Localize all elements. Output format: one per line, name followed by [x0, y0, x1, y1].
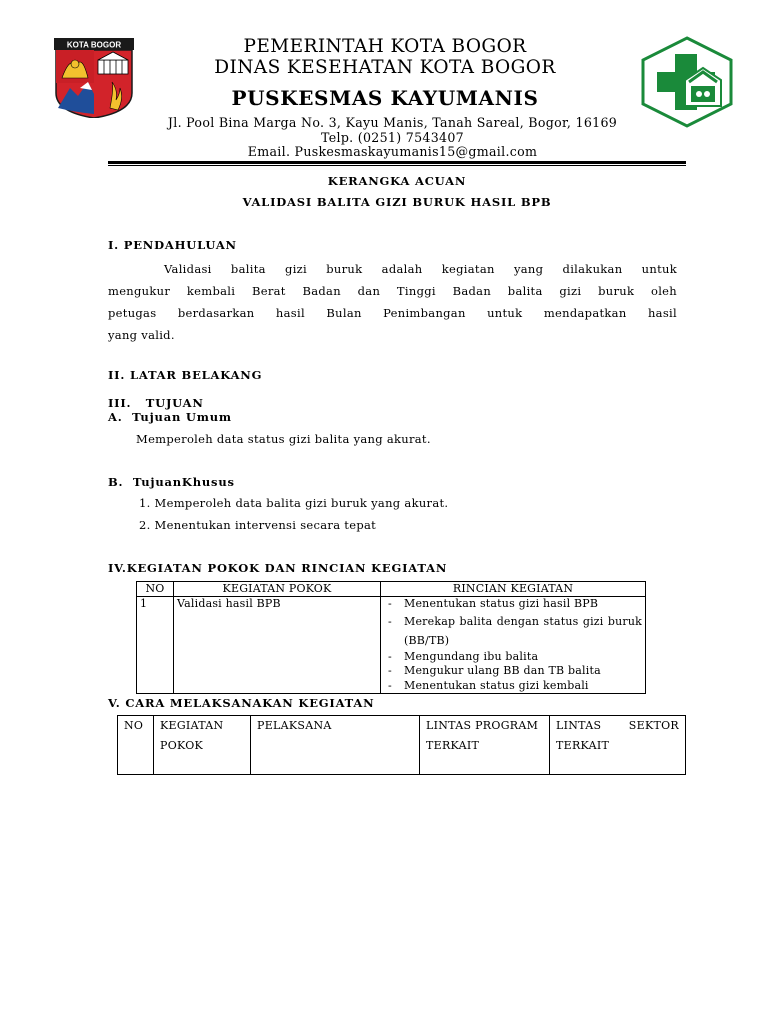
- list-item: - Menentukan status gizi kembali: [388, 678, 589, 692]
- paragraph-line: petugas berdasarkan hasil Bulan Penimbangan untuk mendapatkan hasil: [108, 306, 677, 320]
- puskesmas-green-cross-icon: [639, 36, 735, 128]
- header-address: Jl. Pool Bina Marga No. 3, Kayu Manis, Tanah Sareal, Bogor, 16169: [167, 115, 618, 130]
- paragraph-line: yang valid.: [108, 328, 175, 342]
- paragraph-line: mengukur kembali Berat Badan dan Tinggi Badan balita gizi buruk oleh: [108, 284, 677, 298]
- table-header-kegiatan: KEGIATAN POKOK: [174, 582, 381, 597]
- doc-subtitle: VALIDASI BALITA GIZI BURUK HASIL BPB: [242, 195, 552, 209]
- table-header-rincian: RINCIAN KEGIATAN: [381, 582, 646, 597]
- header-rule-thick: [108, 161, 686, 164]
- list-item: - Mengukur ulang BB dan TB balita: [388, 664, 601, 677]
- table-cell-rincian: [381, 597, 646, 694]
- list-item: - Menentukan status gizi hasil BPB: [388, 597, 599, 610]
- header-address-block: [130, 116, 655, 160]
- table-header-lintas-program: LINTAS PROGRAM TERKAIT: [420, 716, 550, 775]
- section-latar-heading: II. LATAR BELAKANG: [108, 368, 263, 382]
- table-cell-no: 1: [137, 597, 174, 694]
- header-email: Email. Puskesmaskayumanis15@gmail.com: [247, 144, 538, 159]
- table-header-no: NO: [137, 582, 174, 597]
- table-header-row: [137, 582, 646, 597]
- tujuan-khusus-item: 2. Menentukan intervensi secara tepat: [139, 518, 377, 532]
- section-kegiatan-heading: IV.KEGIATAN POKOK DAN RINCIAN KEGIATAN: [108, 561, 448, 575]
- tujuan-umum-text: Memperoleh data status gizi balita yang akurat.: [136, 432, 431, 446]
- pelaksanaan-table: [117, 715, 686, 775]
- paragraph-line: Validasi balita gizi buruk adalah kegiatan yang dilakukan untuk: [164, 262, 677, 276]
- table-header-no: NO: [118, 716, 154, 775]
- header-rule-thin: [108, 165, 686, 166]
- tujuan-khusus-heading: B. TujuanKhusus: [108, 475, 235, 489]
- table-row: [137, 597, 646, 694]
- header-phone: Telp. (0251) 7543407: [321, 129, 464, 145]
- table-header-lintas-sektor: LINTAS SEKTOR TERKAIT: [550, 716, 686, 775]
- rincian-list: [384, 597, 642, 693]
- section-tujuan-heading: III. TUJUAN: [108, 396, 204, 410]
- section-cara-heading: V. CARA MELAKSANAKAN KEGIATAN: [108, 696, 375, 710]
- kegiatan-table: [136, 581, 646, 694]
- header-line1: PEMERINTAH KOTA BOGOR: [243, 36, 527, 57]
- kota-bogor-crest-icon: [54, 38, 134, 118]
- header-line3: PUSKESMAS KAYUMANIS: [231, 86, 539, 110]
- table-header-pelaksana: PELAKSANA: [251, 716, 420, 775]
- table-cell-kegiatan: Validasi hasil BPB: [174, 597, 381, 694]
- table-header-row: [118, 716, 686, 775]
- section-pendahuluan-text: [108, 258, 677, 346]
- list-item: - Mengundang ibu balita: [388, 649, 539, 663]
- crest-label: KOTA BOGOR: [66, 40, 122, 50]
- list-item: - Merekap balita dengan status gizi buruk (BB/TB): [388, 614, 642, 647]
- header-line2: DINAS KESEHATAN KOTA BOGOR: [214, 57, 556, 78]
- doc-title: KERANGKA ACUAN: [327, 174, 467, 188]
- tujuan-umum-heading: A. Tujuan Umum: [108, 410, 232, 424]
- table-header-kegiatan-pokok: KEGIATAN POKOK: [154, 716, 251, 775]
- section-pendahuluan-heading: I. PENDAHULUAN: [108, 238, 237, 252]
- tujuan-khusus-item: 1. Memperoleh data balita gizi buruk yang akurat.: [139, 496, 449, 510]
